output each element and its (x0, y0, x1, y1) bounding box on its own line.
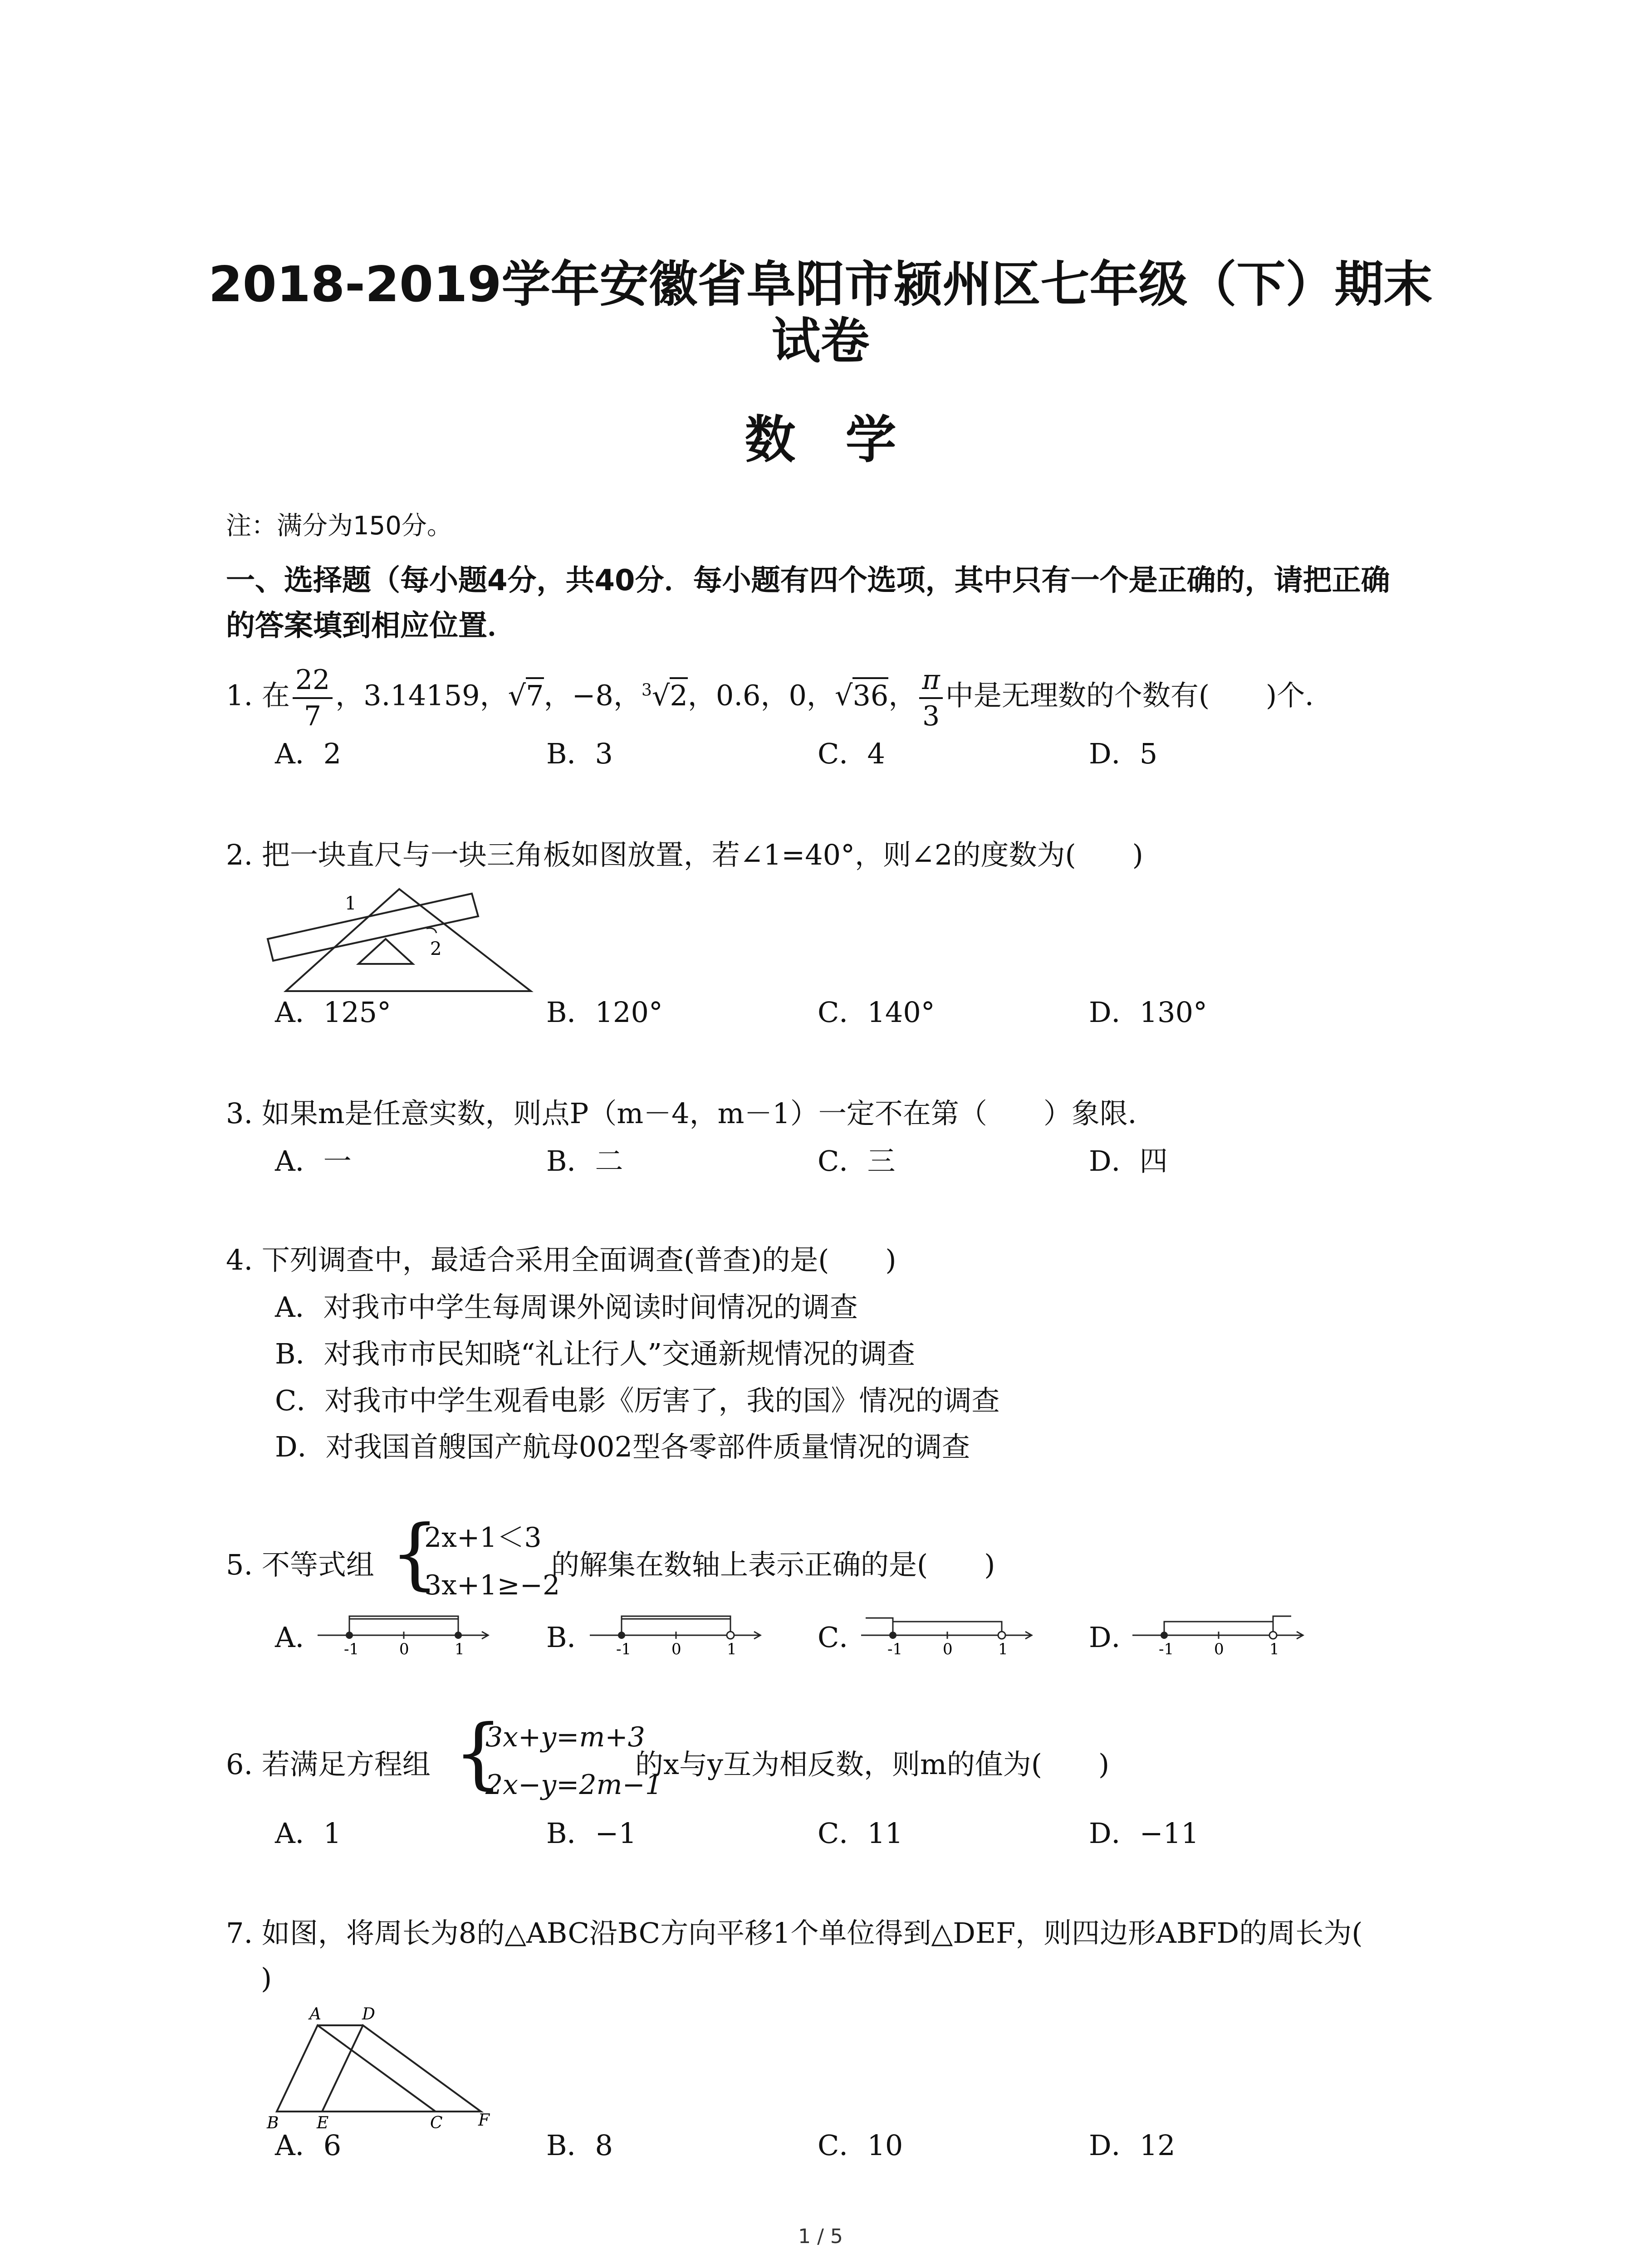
left-brace-icon: { (390, 1509, 440, 1598)
q3-option-c[interactable]: C．三 (818, 1144, 896, 1178)
q1-cbrt-radicand: 2 (670, 677, 687, 712)
page-number: 1 / 5 (798, 2225, 843, 2248)
q6-option-c[interactable]: C．11 (818, 1817, 903, 1850)
section1-heading-line1: 一、选择题（每小题4分，共40分．每小题有四个选项，其中只有一个是正确的，请把正确 (226, 564, 1390, 597)
q5-option-b-letter[interactable]: B． (546, 1621, 595, 1654)
q1-sqrt-7 (508, 677, 544, 712)
q7-option-b[interactable]: B．8 (546, 2129, 613, 2162)
q5-option-d-letter[interactable]: D． (1089, 1621, 1140, 1654)
q4-option-c[interactable]: C．对我市中学生观看电影《厉害了，我的国》情况的调查 (275, 1384, 1000, 1417)
q3-option-d[interactable]: D．四 (1089, 1144, 1168, 1178)
q7-option-a[interactable]: A．6 (275, 2129, 342, 2162)
q2-option-c[interactable]: C．140° (818, 996, 935, 1029)
point-e-label: E (317, 2114, 329, 2132)
q2-option-d[interactable]: D．130° (1089, 996, 1208, 1029)
q6-option-b[interactable]: B．−1 (546, 1817, 637, 1850)
q1-frac1-numerator: 22 (293, 663, 333, 699)
left-brace-icon: { (454, 1708, 503, 1798)
tick-label-1: 1 (1269, 1640, 1279, 1658)
q1-cbrt-index: 3 (642, 681, 652, 699)
question-7-stem-line1: 7. 如图，将周长为8的△ABC沿BC方向平移1个单位得到△DEF，则四边形ABFD的周长为( (226, 1916, 1363, 1950)
q5-inequality-2: 3x+1≥−2 (424, 1569, 560, 1601)
tick-label-0: 0 (943, 1640, 953, 1658)
question-5-suffix: 的解集在数轴上表示正确的是( ) (551, 1548, 995, 1581)
point-f-label: F (478, 2111, 490, 2130)
q1-frac1-denominator: 7 (304, 700, 322, 732)
q4-option-d[interactable]: D．对我国首艘国产航母002型各零部件质量情况的调查 (275, 1430, 970, 1463)
exam-title-line1: 2018-2019学年安徽省阜阳市颍州区七年级（下）期末 (208, 256, 1433, 313)
angle-2-label: 2 (430, 938, 442, 959)
q1-sqrt-36 (835, 677, 888, 712)
q7-translation-figure (259, 2000, 513, 2132)
q1-sqrt36-radicand: 36 (852, 677, 888, 712)
tick-label-neg1: -1 (616, 1640, 632, 1658)
tick-label-1: 1 (998, 1640, 1008, 1658)
q1-option-b[interactable]: B．3 (546, 737, 613, 770)
q1-option-c[interactable]: C．4 (818, 737, 885, 770)
q2-ruler-triangle-figure (259, 880, 540, 998)
score-note: 注：满分为150分。 (226, 511, 452, 541)
q7-option-d[interactable]: D．12 (1089, 2129, 1176, 2162)
q1-frac2-numerator: π (919, 663, 942, 699)
q5-number-line-d[interactable] (1128, 1608, 1309, 1662)
q5-option-a-letter[interactable]: A． (275, 1621, 323, 1654)
tick-label-neg1: -1 (1159, 1640, 1174, 1658)
q1-sqrt7-radicand: 7 (526, 677, 544, 712)
point-c-label: C (430, 2114, 443, 2132)
q1-text-mid4: ， (888, 679, 917, 712)
question-6-suffix: 的x与y互为相反数，则m的值为( ) (635, 1748, 1110, 1781)
q6-option-d[interactable]: D．−11 (1089, 1817, 1199, 1850)
q6-equation-2: 2x−y=2m−1 (485, 1769, 662, 1801)
q1-option-d[interactable]: D．5 (1089, 737, 1158, 770)
q2-option-b[interactable]: B．120° (546, 996, 663, 1029)
subject-heading: 数学 (745, 411, 946, 469)
tick-label-1: 1 (727, 1640, 737, 1658)
tick-label-0: 0 (399, 1640, 409, 1658)
tick-label-0: 0 (671, 1640, 681, 1658)
q4-option-a[interactable]: A．对我市中学生每周课外阅读时间情况的调查 (275, 1290, 858, 1324)
question-4-stem: 4. 下列调查中，最适合采用全面调查(普查)的是( ) (226, 1243, 896, 1276)
q5-number-line-b[interactable] (585, 1608, 767, 1662)
triangle-plate-inner (358, 939, 413, 964)
q1-option-a[interactable]: A．2 (275, 737, 342, 770)
question-5-prefix: 5. 不等式组 (226, 1548, 374, 1581)
q1-text-mid2: ，−8， (544, 679, 642, 712)
triangle-plate-outline (286, 889, 531, 991)
tick-label-neg1: -1 (887, 1640, 903, 1658)
point-b-label: B (267, 2114, 279, 2132)
radical-sign-icon: √ (834, 679, 853, 712)
q4-option-b[interactable]: B．对我市市民知晓“礼让行人”交通新规情况的调查 (275, 1337, 915, 1370)
question-3-stem: 3. 如果m是任意实数，则点P（m－4，m－1）一定不在第（ ）象限． (226, 1097, 1156, 1130)
q1-suffix: 中是无理数的个数有( )个． (945, 679, 1333, 712)
tick-label-0: 0 (1214, 1640, 1224, 1658)
q5-inequality-1: 2x+1＜3 (424, 1522, 542, 1554)
q6-option-a[interactable]: A．1 (275, 1817, 342, 1850)
q1-frac2-denominator: 3 (922, 700, 940, 732)
q5-number-line-a[interactable] (313, 1608, 495, 1662)
q5-number-line-c[interactable] (857, 1608, 1038, 1662)
point-d-label: D (362, 2005, 375, 2024)
q6-equation-1: 3x+y=m+3 (485, 1721, 645, 1753)
q5-option-c-letter[interactable]: C． (818, 1621, 867, 1654)
q1-cbrt-2 (642, 679, 688, 712)
tick-label-1: 1 (455, 1640, 465, 1658)
q2-option-a[interactable]: A．125° (275, 996, 392, 1029)
q1-text-mid3: ，0.6，0， (687, 679, 835, 712)
radical-sign-icon: √ (508, 679, 526, 712)
angle-1-label: 1 (345, 893, 357, 914)
question-6-prefix: 6. 若满足方程组 (226, 1748, 431, 1781)
question-7-stem-line2: ) (261, 1962, 272, 1995)
question-2-stem: 2. 把一块直尺与一块三角板如图放置，若∠1=40°，则∠2的度数为( ) (226, 838, 1143, 871)
q1-fraction-pi-3 (919, 663, 942, 733)
tick-label-neg1: -1 (344, 1640, 359, 1658)
section1-heading-line2: 的答案填到相应位置． (226, 609, 516, 643)
point-a-label: A (309, 2005, 321, 2024)
exam-title-line2: 试卷 (771, 313, 870, 370)
q3-option-a[interactable]: A．一 (275, 1144, 352, 1178)
q1-prefix: 1. 在 (226, 679, 290, 712)
q1-fraction-22-7 (293, 663, 333, 733)
radical-sign-icon: √ (652, 679, 670, 712)
q7-option-c[interactable]: C．10 (818, 2129, 903, 2162)
question-1-stem (226, 654, 1333, 733)
triangle-def (322, 2025, 481, 2112)
angle-2-arc (426, 928, 436, 933)
q3-option-b[interactable]: B．二 (546, 1144, 623, 1178)
q1-text-mid1: ，3.14159， (335, 679, 508, 712)
